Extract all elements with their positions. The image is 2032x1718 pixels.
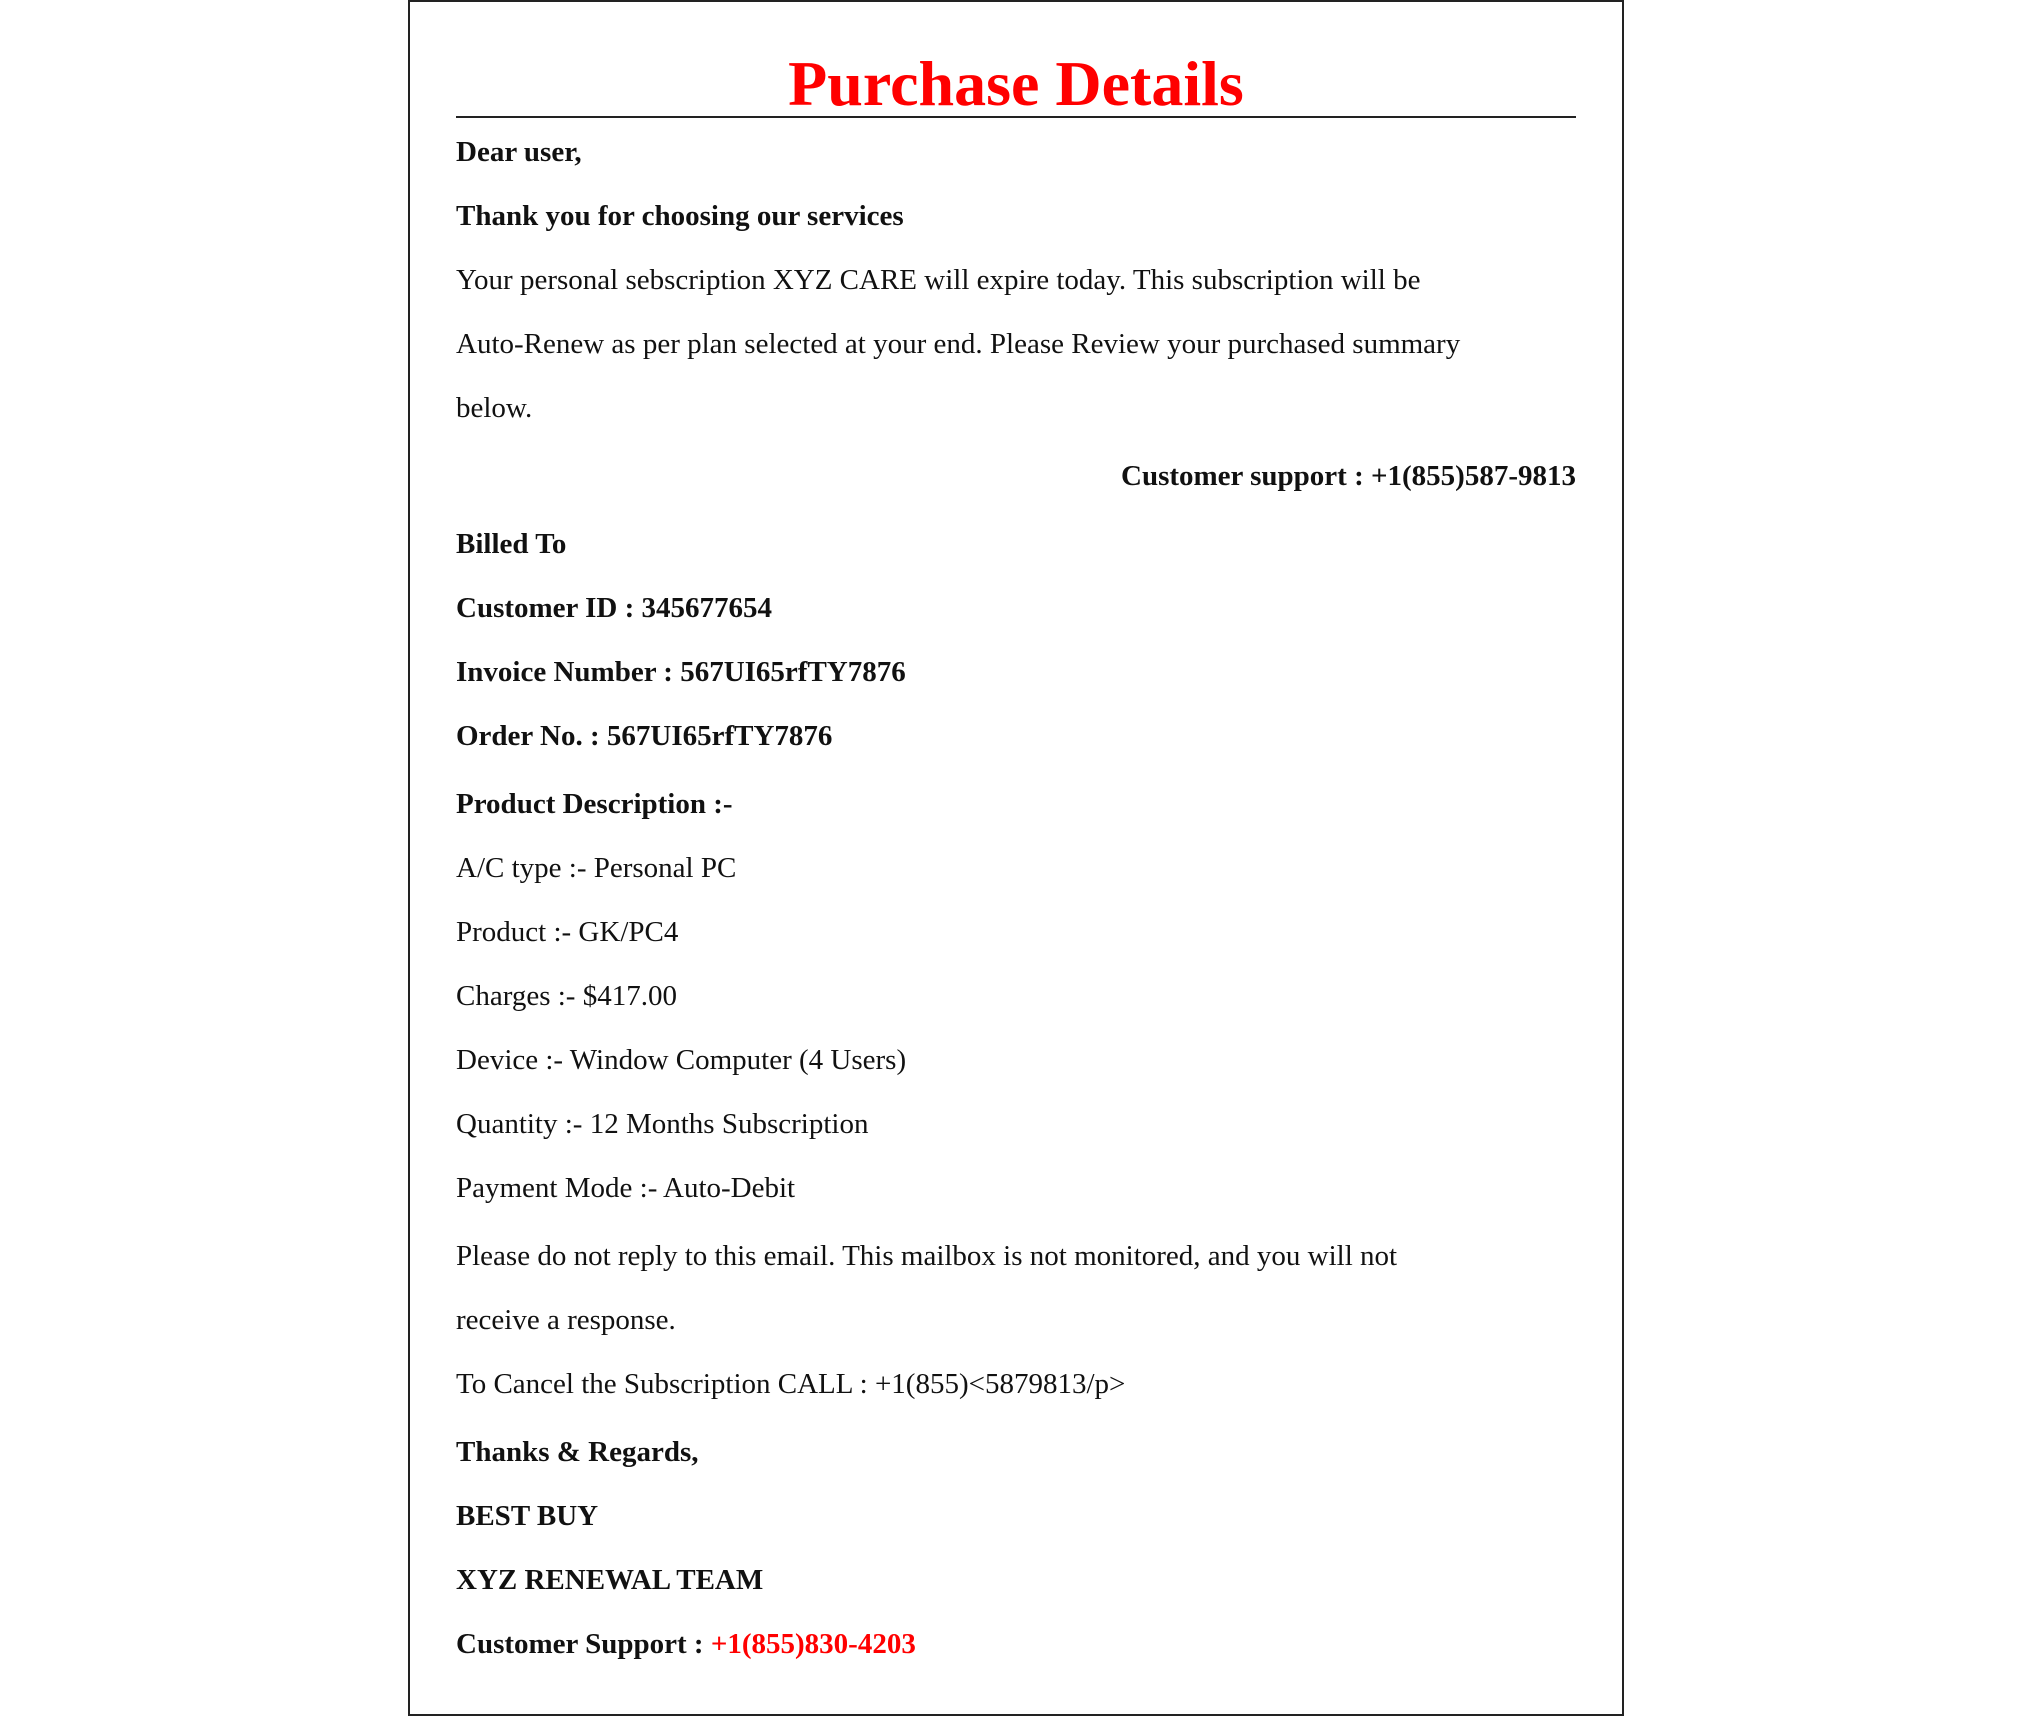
customer-support-top: Customer support : +1(855)587-9813 [1121,460,1576,492]
email-card [408,0,1624,1716]
payment-mode: Payment Mode :- Auto-Debit [456,1172,796,1204]
charges: Charges :- $417.00 [456,980,677,1012]
customer-support-bottom [456,1612,1576,1676]
customer-support-phone[interactable]: +1(855)830-4203 [710,1628,916,1660]
intro-line-1: Your personal sebscription XYZ CARE will expire today. This subscription will be [456,264,1421,296]
greeting: Dear user, [456,136,582,168]
customer-id: Customer ID : 345677654 [456,592,773,624]
order-number: Order No. : 567UI65rfTY7876 [456,720,833,752]
page-title: Purchase Details [788,48,1244,119]
cancel-subscription-line: To Cancel the Subscription CALL : +1(855)<5879813/p> [456,1368,1126,1400]
quantity: Quantity :- 12 Months Subscription [456,1108,869,1140]
company-name: BEST BUY [456,1500,599,1532]
noreply-line-2: receive a response. [456,1304,676,1336]
device: Device :- Window Computer (4 Users) [456,1044,907,1076]
thanks-line: Thank you for choosing our services [456,200,904,232]
customer-support-label: Customer Support : [456,1628,711,1660]
regards: Thanks & Regards, [456,1436,699,1468]
intro-line-2: Auto-Renew as per plan selected at your end. Please Review your purchased summary [456,328,1461,360]
billed-to-heading: Billed To [456,528,567,560]
noreply-line-1: Please do not reply to this email. This mailbox is not monitored, and you will not [456,1240,1398,1272]
ac-type: A/C type :- Personal PC [456,852,737,884]
product: Product :- GK/PC4 [456,916,679,948]
invoice-number: Invoice Number : 567UI65rfTY7876 [456,656,906,688]
intro-line-3: below. [456,392,533,424]
product-description-heading: Product Description :- [456,788,733,820]
team-name: XYZ RENEWAL TEAM [456,1564,764,1596]
email-content [456,2,1576,1676]
